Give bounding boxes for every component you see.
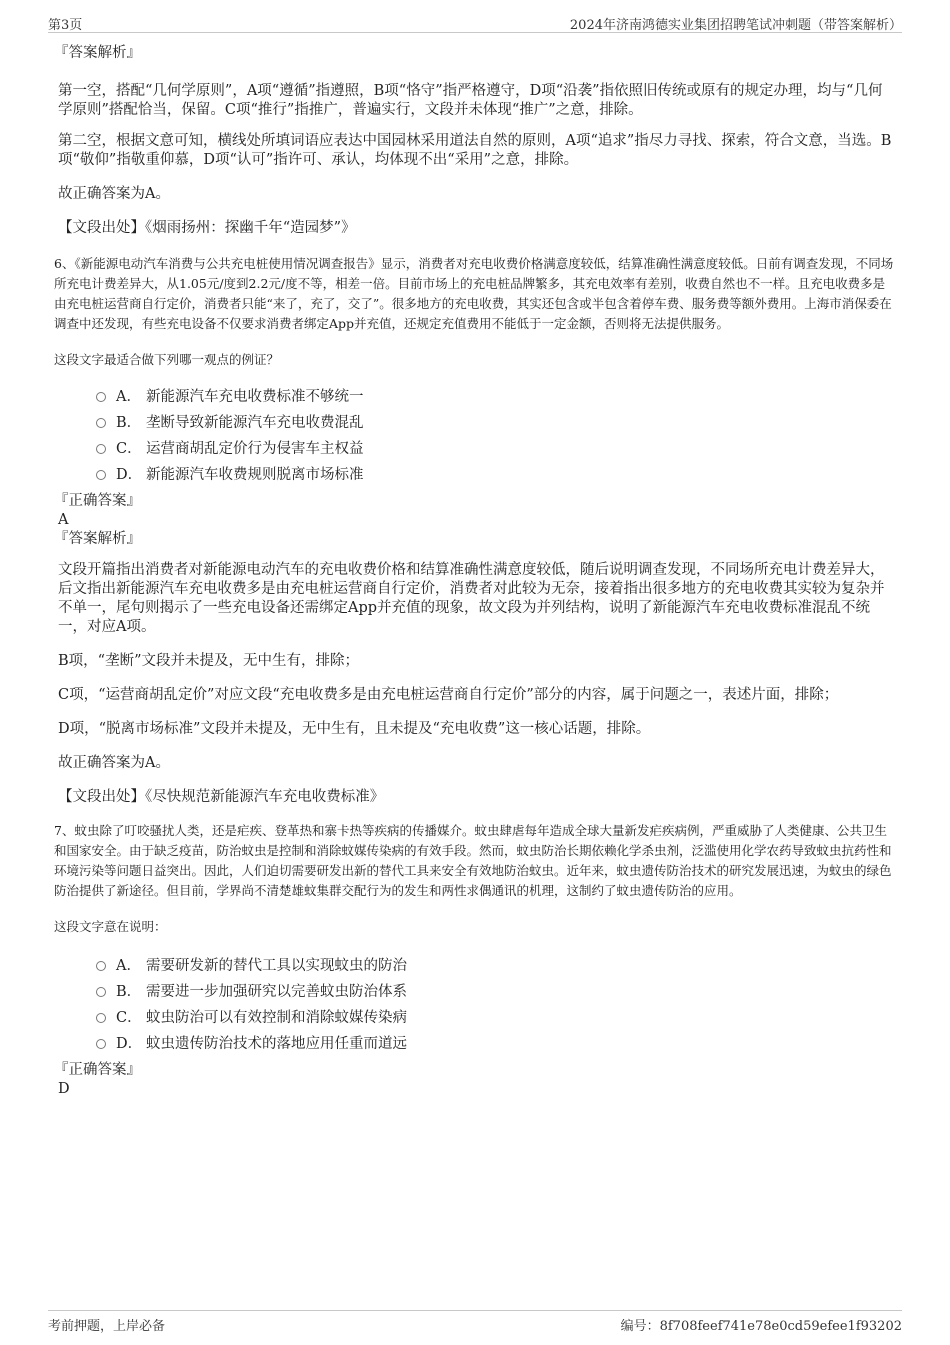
analysis-heading: 『答案解析』 xyxy=(54,45,141,61)
option-a[interactable]: A． 新能源汽车充电收费标准不够统一 xyxy=(96,384,894,410)
footer-slogan: 考前押题，上岸必备 xyxy=(48,1319,166,1334)
page-content xyxy=(54,44,894,1099)
conclusion-text: 故正确答案为A。 xyxy=(58,755,170,771)
correct-answer: D xyxy=(58,1081,70,1097)
option-c[interactable]: C． 蚊虫防治可以有效控制和消除蚊媒传染病 xyxy=(96,1005,894,1031)
radio-icon[interactable] xyxy=(96,418,106,428)
question-prompt: 这段文字意在说明： xyxy=(54,919,167,934)
source-citation: 【文段出处】《烟雨扬州：探幽千年“造园梦”》 xyxy=(58,220,356,236)
page-footer xyxy=(48,1310,902,1335)
document-serial: 编号：8f708feef741e78e0cd59efee1f93202 xyxy=(620,1319,902,1334)
option-b[interactable]: B． 垄断导致新能源汽车充电收费混乱 xyxy=(96,410,894,436)
correct-answer: A xyxy=(58,512,69,528)
question-stem: 6、《新能源电动汽车消费与公共充电桩使用情况调查报告》显示，消费者对充电收费价格满意度较低，结算准确性满意度较低。日前有调查发现，不同场所充电计费差异大，从1.05元/度到2.2元/度不等，相差一倍。目前市场上的充电桩品牌繁多，其充电效率有差别，收费自然也不一样。且充电收费多是由充电桩运营商自行定价，消费者只能“来了，充了，交了”。很多地方的充电收费，其实还包含或半包含着停车费、服务费等额外费用。上海市消保委在调查中还发现，有些充电设备不仅要求消费者绑定App并充值，还规定充值费用不能低于一定金额，否则将无法提供服务。 xyxy=(54,256,894,331)
analysis-paragraph: C项，“运营商胡乱定价”对应文段“充电收费多是由充电桩运营商自行定价”部分的内容，属于问题之一，表述片面，排除； xyxy=(58,687,839,703)
radio-icon[interactable] xyxy=(96,961,106,971)
option-b[interactable]: B． 需要进一步加强研究以完善蚊虫防治体系 xyxy=(96,979,894,1005)
answer-heading: 『正确答案』 xyxy=(54,493,141,509)
analysis-paragraph: 文段开篇指出消费者对新能源电动汽车的充电收费价格和结算准确性满意度较低，随后说明调查发现，不同场所充电计费差异大，后文指出新能源汽车充电收费多是由充电桩运营商自行定价，消费者对此较为无奈，接着指出很多地方的充电收费其实较为复杂并不单一，尾句则揭示了一些充电设备还需绑定App并充值的现象，故文段为并列结构，说明了新能源汽车充电收费标准混乱不统一，对应A项。 xyxy=(58,562,885,635)
page-number: 第3页 xyxy=(48,18,83,33)
option-list xyxy=(96,953,894,1057)
conclusion-text: 故正确答案为A。 xyxy=(58,186,170,202)
analysis-paragraph: 第二空，根据文意可知，横线处所填词语应表达中国园林采用道法自然的原则，A项“追求”指尽力寻找、探索，符合文意，当选。B项“敬仰”指敬重仰慕，D项“认可”指许可、承认，均体现不出“采用”之意，排除。 xyxy=(58,133,892,168)
question-prompt: 这段文字最适合做下列哪一观点的例证？ xyxy=(54,352,280,367)
radio-icon[interactable] xyxy=(96,987,106,997)
option-list xyxy=(96,384,894,488)
radio-icon[interactable] xyxy=(96,1013,106,1023)
option-d[interactable]: D． 蚊虫遗传防治技术的落地应用任重而道远 xyxy=(96,1031,894,1057)
radio-icon[interactable] xyxy=(96,444,106,454)
analysis-paragraph: B项，“垄断”文段并未提及，无中生有，排除； xyxy=(58,653,359,669)
page-header xyxy=(48,10,902,33)
analysis-paragraph: D项，“脱离市场标准”文段并未提及，无中生有，且未提及“充电收费”这一核心话题，排除。 xyxy=(58,721,651,737)
document-title: 2024年济南鸿德实业集团招聘笔试冲刺题（带答案解析） xyxy=(569,18,902,33)
source-citation: 【文段出处】《尽快规范新能源汽车充电收费标准》 xyxy=(58,789,385,805)
option-d[interactable]: D． 新能源汽车收费规则脱离市场标准 xyxy=(96,462,894,488)
question-stem: 7、蚊虫除了叮咬骚扰人类，还是疟疾、登革热和寨卡热等疾病的传播媒介。蚊虫肆虐每年造成全球大量新发疟疾病例，严重威胁了人类健康、公共卫生和国家安全。由于缺乏疫苗，防治蚊虫是控制和消除蚊媒传染病的有效手段。然而，蚊虫防治长期依赖化学杀虫剂，泛滥使用化学农药导致蚊虫抗药性和环境污染等问题日益突出。因此，人们迫切需要研发出新的替代工具来安全有效地防治蚊虫。近年来，蚊虫遗传防治技术的研究发展迅速，为蚊虫的绿色防治提供了新途径。但目前，学界尚不清楚雄蚊集群交配行为的发生和两性求偶通讯的机理，这制约了蚊虫遗传防治的应用。 xyxy=(54,823,892,898)
analysis-heading: 『答案解析』 xyxy=(54,531,141,547)
answer-heading: 『正确答案』 xyxy=(54,1062,141,1078)
analysis-paragraph: 第一空，搭配“几何学原则”，A项“遵循”指遵照，B项“恪守”指严格遵守，D项“沿袭”指依照旧传统或原有的规定办理，均与“几何学原则”搭配恰当，保留。C项“推行”指推广，普遍实行，文段并未体现“推广”之意，排除。 xyxy=(58,83,883,118)
option-c[interactable]: C． 运营商胡乱定价行为侵害车主权益 xyxy=(96,436,894,462)
option-a[interactable]: A． 需要研发新的替代工具以实现蚊虫的防治 xyxy=(96,953,894,979)
radio-icon[interactable] xyxy=(96,470,106,480)
radio-icon[interactable] xyxy=(96,392,106,402)
radio-icon[interactable] xyxy=(96,1039,106,1049)
